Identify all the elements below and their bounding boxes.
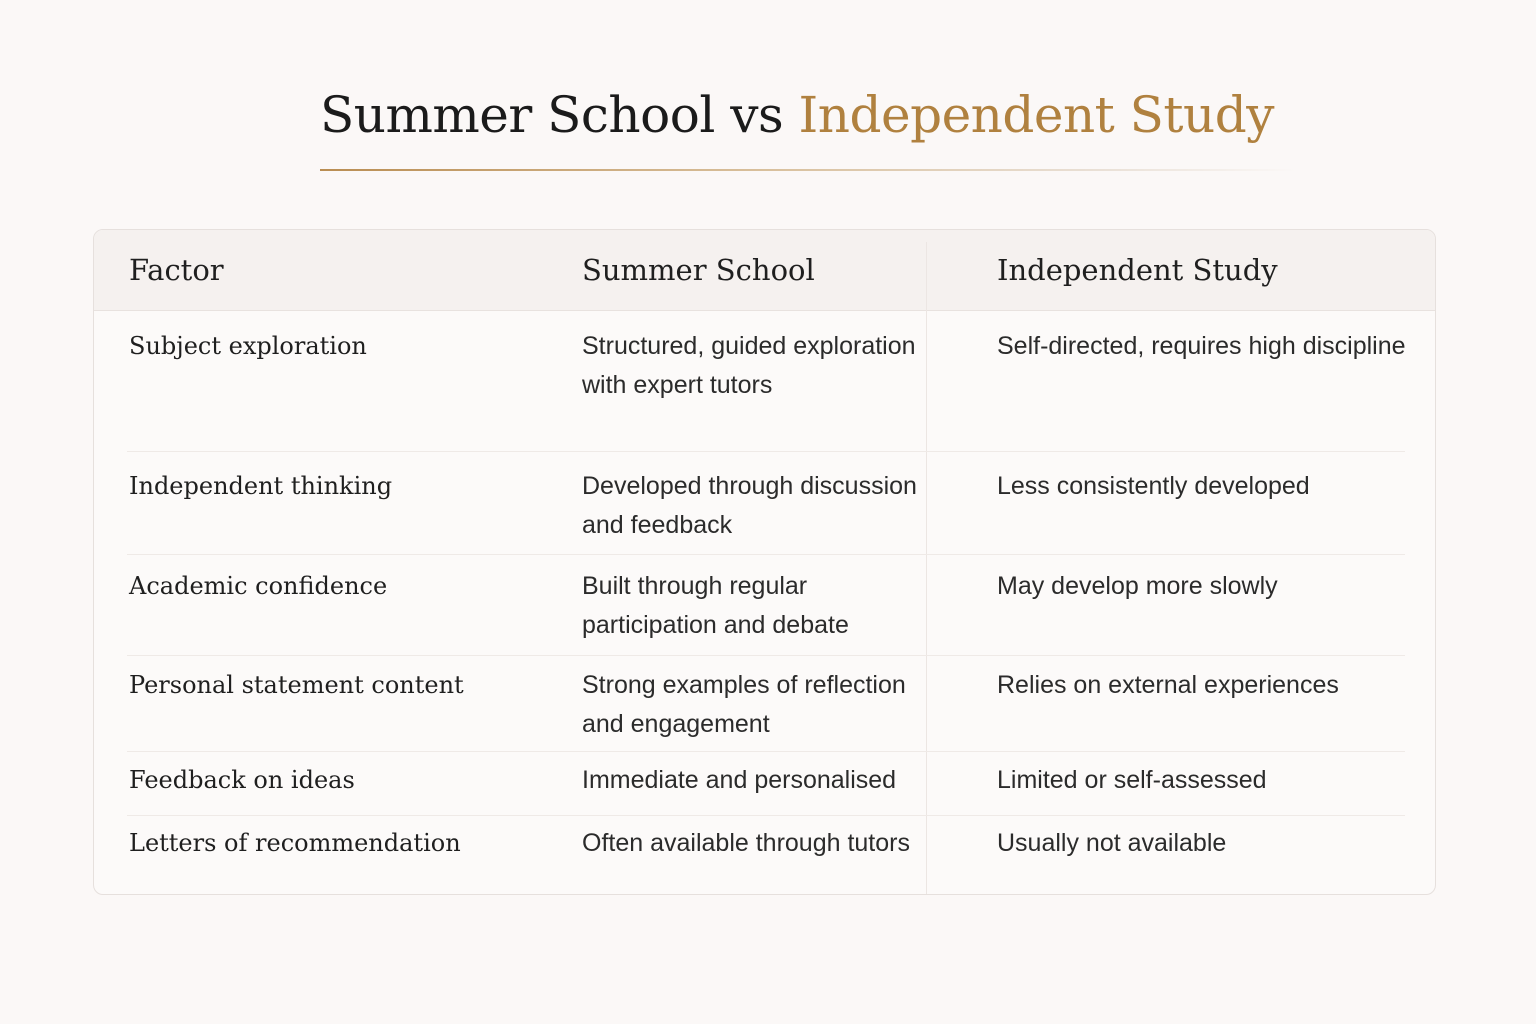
title-main: Summer School vs (320, 86, 799, 144)
row-5-summer-school: Immediate and personalised (582, 766, 897, 794)
row-separator (127, 451, 1405, 452)
row-separator (127, 554, 1405, 555)
title-underline (320, 169, 1296, 171)
row-separator (127, 751, 1405, 752)
row-4-summer-school: Strong examples of reflection and engagement (582, 671, 906, 738)
row-2-summer-school: Developed through discussion and feedback (582, 472, 917, 539)
row-5-factor: Feedback on ideas (129, 766, 355, 794)
row-6-factor: Letters of recommendation (129, 829, 461, 857)
row-4-independent-study: Relies on external experiences (997, 671, 1339, 699)
row-6-summer-school: Often available through tutors (582, 829, 910, 857)
row-6-independent-study: Usually not available (997, 829, 1227, 857)
row-1-summer-school: Structured, guided exploration with expert tutors (582, 332, 916, 399)
title-accent: Independent Study (798, 86, 1274, 144)
row-3-independent-study: May develop more slowly (997, 572, 1278, 600)
page-title (320, 82, 1274, 148)
header-independent-study: Independent Study (997, 253, 1278, 287)
header-factor: Factor (129, 253, 224, 287)
row-separator (127, 815, 1405, 816)
row-5-independent-study: Limited or self-assessed (997, 766, 1267, 794)
row-1-independent-study: Self-directed, requires high discipline (997, 332, 1406, 360)
row-1-factor: Subject exploration (129, 332, 367, 360)
row-3-summer-school: Built through regular participation and debate (582, 572, 849, 639)
comparison-table (93, 229, 1436, 895)
row-2-factor: Independent thinking (129, 472, 393, 500)
row-3-factor: Academic confidence (129, 572, 388, 600)
row-separator (127, 655, 1405, 656)
row-4-factor: Personal statement content (129, 671, 464, 699)
header-summer-school: Summer School (582, 253, 815, 287)
row-2-independent-study: Less consistently developed (997, 472, 1310, 500)
